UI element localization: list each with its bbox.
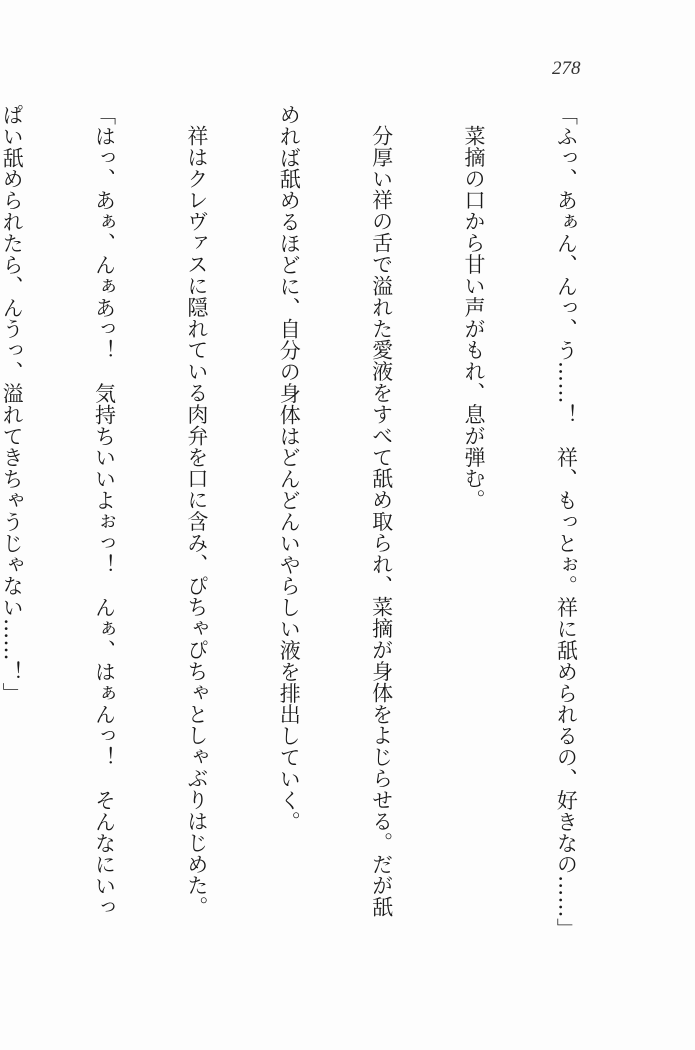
text-line: 菜摘の口から甘い声がもれ、息が弾む。 — [462, 125, 487, 511]
vertical-text-body — [0, 104, 643, 1004]
text-line: めれば舐めるほどに、自分の身体はどんどんいやらしい液を排出していく。 — [277, 104, 302, 833]
text-line: 「はっ、あぁ、んぁあっ！ 気持ちいいよぉっ！ んぁ、はぁんっ！ そんなにいっ — [92, 104, 117, 918]
text-line: 分厚い祥の舌で溢れた愛液をすべて舐め取られ、菜摘が身体をよじらせる。だが舐 — [369, 125, 394, 918]
text-line: 祥はクレヴァスに隠れている肉弁を口に含み、ぴちゃぴちゃとしゃぶりはじめた。 — [184, 125, 209, 918]
page-number: 278 — [552, 58, 581, 79]
text-line: 「ふっ、あぁん、んっ、う……！ 祥、もっとぉ。祥に舐められるの、好きなの……」 — [554, 104, 579, 940]
text-line: ぱい舐められたら、んうっ、溢れてきちゃうじゃない……！」 — [0, 104, 25, 704]
